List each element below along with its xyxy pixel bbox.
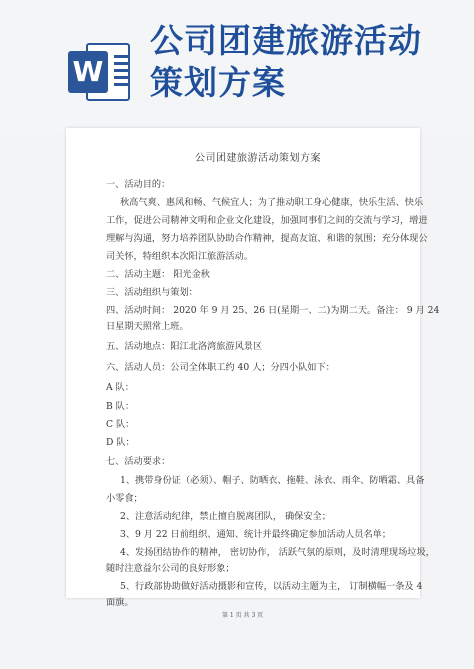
requirement-line: 随时注意益尔公司的良好形象； — [106, 563, 235, 574]
section-heading: 五、活动地点：阳江北洛湾旅游风景区 — [106, 341, 263, 352]
requirement-line: 1、携带身份证（必须）、帽子、防晒衣、拖鞋、泳衣、雨伞、防晒霜、具备 — [120, 475, 425, 486]
banner-title — [150, 20, 460, 104]
requirement-line: 小零食； — [106, 493, 143, 504]
banner-title-line-2: 策划方案 — [150, 63, 286, 102]
paragraph-line: 秋高气爽、惠风和畅、气候宜人；为了推动职工身心健康，快乐生活、快乐 — [120, 197, 424, 208]
team-item: B 队： — [106, 401, 135, 412]
requirement-line: 2、注意活动纪律，禁止擅自脱离团队， 确保安全； — [120, 511, 331, 522]
word-w-badge: W — [68, 51, 108, 93]
section-heading: 四、活动时间： 2020 年 9 月 25、26 日(星期一、二)为期二天。备注： 9 月 24 — [106, 305, 440, 316]
document-title: 公司团建旅游活动策划方案 — [195, 153, 321, 164]
section-heading: 二、活动主题： 阳光金秋 — [106, 269, 210, 280]
paragraph-line: 工作，促进公司精神文明和企业文化建设，加强同事们之间的交流与学习，增进 — [106, 215, 428, 226]
banner-title-line-1: 公司团建旅游活动 — [150, 21, 422, 60]
banner — [0, 0, 474, 132]
team-item: D 队： — [106, 437, 135, 448]
section-heading: 一、活动目的： — [106, 179, 171, 190]
section-heading: 七、活动要求： — [106, 456, 171, 467]
paragraph-line: 司关怀，特组织本次阳江旅游活动。 — [106, 251, 253, 262]
section-heading: 三、活动组织与策划： — [106, 287, 198, 298]
requirement-line: 3、9 月 22 日前组织、通知、统计并最终确定参加活动人员名单； — [120, 529, 392, 540]
word-document-icon — [68, 43, 130, 101]
requirement-line: 4、发扬团结协作的精神， 密切协作， 活跃气氛的原则，及时清理现场垃圾， — [120, 547, 435, 558]
requirement-line: 5、行政部协助做好活动摄影和宣传，以活动主题为主， 订制横幅一条及 4 — [120, 581, 423, 592]
paragraph-line: 日星期天照常上班。 — [106, 321, 189, 332]
page-footer: 第 1 页 共 3 页 — [222, 612, 264, 619]
section-heading: 六、活动人员：公司全体职工约 40 人；分四小队如下： — [106, 362, 335, 373]
requirement-line: 面旗。 — [106, 597, 134, 608]
team-item: A 队： — [106, 382, 134, 393]
paragraph-line: 理解与沟通，努力培养团队协助合作精神，提高友谊、和谐的氛围；充分体现公 — [106, 233, 428, 244]
team-item: C 队： — [106, 419, 135, 430]
